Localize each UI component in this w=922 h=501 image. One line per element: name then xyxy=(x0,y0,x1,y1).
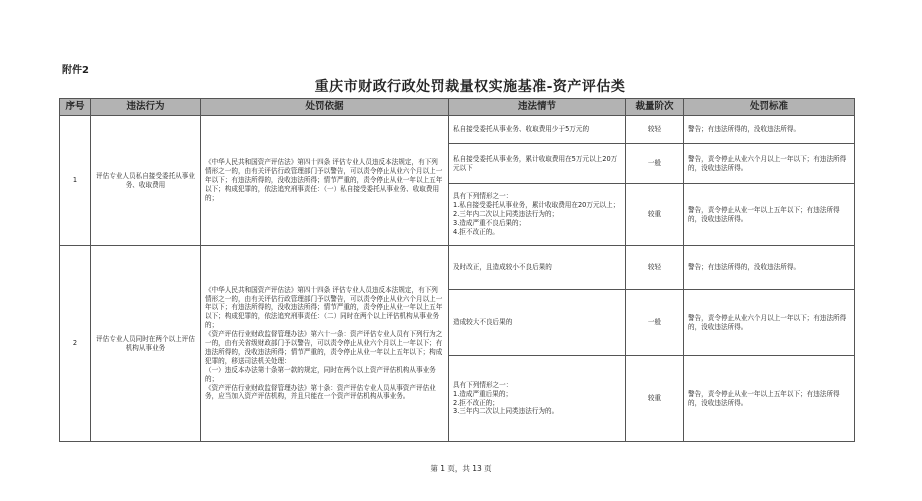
row-level: 较重 xyxy=(626,356,684,442)
row-basis: 《中华人民共和国资产评估法》第四十四条 评估专业人员违反本法规定，有下列情形之一的，由有关评估行政管理部门予以警告，可以责令停止从业六个月以上一年以下；有违法所得的，没收违法所得；情节严重的，责令停止从业一年以上五年以下；构成犯罪的，依法追究刑事责任：（二）同时在两个以上评估机构从事业务的； 《资产评估行业财政监督管理办法》第六十一条：资产评估专业人员有下列行为之一的，由有关省级财政部门予以警告，可以责令停止从业六个月以上一年以下；有违法所得的，没收违法所得；情节严重的，责令停止从业一年以上五年以下；构成犯罪的，移送司法机关处理： （一）违反本办法第十条第一款的规定，同时在两个以上资产评估机构从事业务的； 《资产评估行业财政监督管理办法》第十条：资产评估专业人员从事资产评估业务，应当加入资产评估机构，并且只能在一个资产评估机构从事业务。 xyxy=(201,246,449,442)
row-level: 一般 xyxy=(626,290,684,356)
row-level: 较轻 xyxy=(626,116,684,144)
row-circumstance: 具有下列情形之一： 1.私自接受委托从事业务，累计收取费用在20万元以上； 2.三年内二次以上同类违法行为的； 3.造成严重不良后果的； 4.拒不改正的。 xyxy=(449,184,626,246)
header-no: 序号 xyxy=(60,99,91,116)
row-level: 较轻 xyxy=(626,246,684,290)
row-behavior: 评估专业人员私自接受委托从事业务、收取费用 xyxy=(91,116,201,246)
row-behavior: 评估专业人员同时在两个以上评估机构从事业务 xyxy=(91,246,201,442)
row-standard: 警告，责令停止从业六个月以上一年以下；有违法所得的，没收违法所得。 xyxy=(684,290,855,356)
header-standard: 处罚标准 xyxy=(684,99,855,116)
table-header-row xyxy=(60,99,855,116)
document-title: 重庆市财政行政处罚裁量权实施基准-资产评估类 xyxy=(314,79,626,95)
row-standard: 警告，责令停止从业一年以上五年以下；有违法所得的，没收违法所得。 xyxy=(684,184,855,246)
header-basis: 处罚依据 xyxy=(201,99,449,116)
header-behavior: 违法行为 xyxy=(91,99,201,116)
row-circumstance: 私自接受委托从事业务，累计收取费用在5万元以上20万元以下 xyxy=(449,144,626,184)
header-circumstance: 违法情节 xyxy=(449,99,626,116)
penalty-table xyxy=(59,98,855,442)
row-no: 1 xyxy=(60,116,91,246)
table-row xyxy=(60,246,855,290)
page-footer: 第 1 页，共 13 页 xyxy=(430,464,492,473)
row-standard: 警告；有违法所得的，没收违法所得。 xyxy=(684,116,855,144)
row-circumstance: 私自接受委托从事业务、收取费用少于5万元的 xyxy=(449,116,626,144)
header-level: 裁量阶次 xyxy=(626,99,684,116)
row-no: 2 xyxy=(60,246,91,442)
row-level: 一般 xyxy=(626,144,684,184)
row-standard: 警告，责令停止从业一年以上五年以下；有违法所得的，没收违法所得。 xyxy=(684,356,855,442)
row-circumstance: 具有下列情形之一： 1.造成严重后果的； 2.拒不改正的； 3.三年内二次以上同类违法行为的。 xyxy=(449,356,626,442)
row-basis: 《中华人民共和国资产评估法》第四十四条 评估专业人员违反本法规定，有下列情形之一的，由有关评估行政管理部门予以警告，可以责令停止从业六个月以上一年以下；有违法所得的，没收违法所得；情节严重的，责令停止从业一年以上五年以下；构成犯罪的，依法追究刑事责任：（一）私自接受委托从事业务、收取费用的； xyxy=(201,116,449,246)
attachment-label: 附件2 xyxy=(62,65,89,76)
row-standard: 警告；有违法所得的，没收违法所得。 xyxy=(684,246,855,290)
row-circumstance: 及时改正，且造成较小不良后果的 xyxy=(449,246,626,290)
row-standard: 警告，责令停止从业六个月以上一年以下；有违法所得的，没收违法所得。 xyxy=(684,144,855,184)
row-circumstance: 造成较大不良后果的 xyxy=(449,290,626,356)
table-row xyxy=(60,116,855,144)
row-level: 较重 xyxy=(626,184,684,246)
